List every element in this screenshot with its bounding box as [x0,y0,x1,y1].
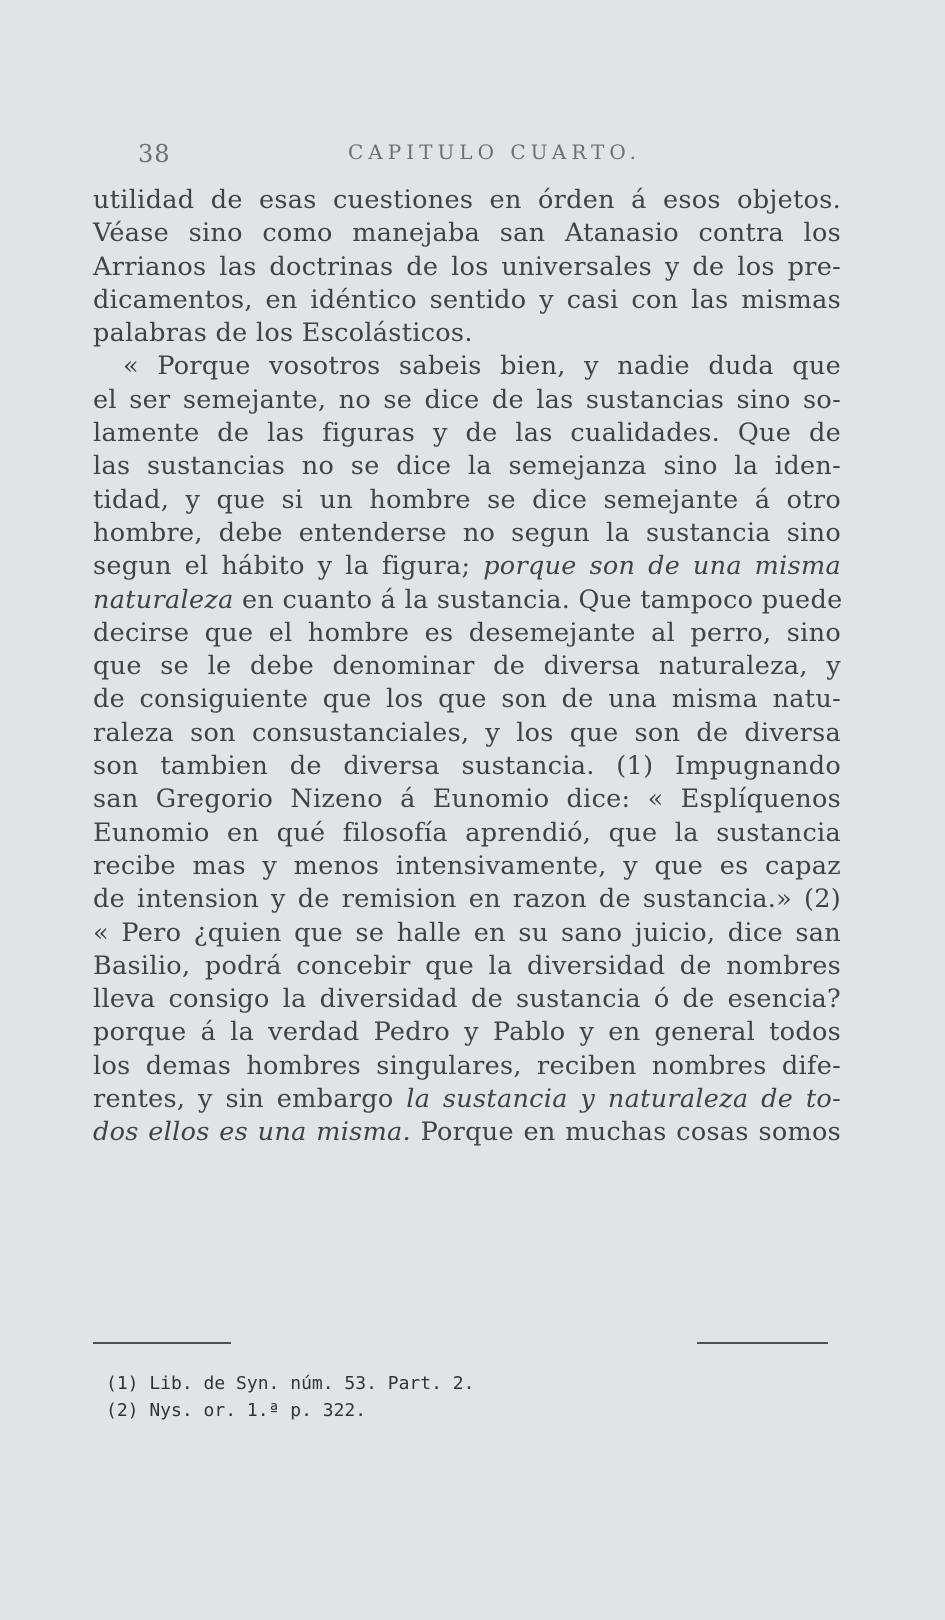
page-header [138,140,847,170]
text-segment: las sustancias no se dice la semejanza sino la iden- [93,451,841,482]
body-text [93,184,841,1150]
text-segment: Arrianos las doctrinas de los universales y de los pre- [93,251,841,282]
text-segment: Porque en muchas cosas somos [410,1117,841,1148]
text-line [93,917,841,950]
italic-segment: porque son de una misma [483,551,841,582]
text-segment: el ser semejante, no se dice de las sustancias sino so- [93,384,841,415]
text-segment: rentes, y sin embargo [93,1084,407,1115]
text-segment: segun el hábito y la figura; [93,551,484,582]
text-segment: palabras de los Escolásticos. [93,318,473,349]
text-line [93,517,841,550]
text-line [93,750,841,783]
text-line [93,384,841,417]
text-segment: recibe mas y menos intensivamente, y que es capaz [93,850,841,881]
text-segment: hombre, debe entenderse no segun la sustancia sino [93,517,841,548]
text-segment: raleza son consustanciales, y los que son de diversa [93,717,841,748]
text-line [93,817,841,850]
text-line [93,184,841,217]
footnote-2: (2) Nys. or. 1.ª p. 322. [106,1400,367,1421]
text-segment: Basilio, podrá concebir que la diversidad de nombres [93,950,841,981]
footnote-rule-left [93,1342,231,1344]
italic-segment: naturaleza [93,584,234,615]
text-line [93,417,841,450]
text-line [93,350,841,383]
text-line [93,717,841,750]
text-line [93,550,841,583]
text-line [93,1116,841,1149]
italic-segment: dos ellos es una misma. [93,1117,411,1148]
text-line [93,284,841,317]
text-segment: « Porque vosotros sabeis bien, y nadie duda que [123,351,841,382]
text-line [93,484,841,517]
text-segment: lamente de las figuras y de las cualidades. Que de [93,418,841,449]
text-segment: lleva consigo la diversidad de sustancia ó de esencia? [93,984,841,1015]
text-line [93,584,841,617]
page-number: 38 [138,140,171,168]
text-line [93,950,841,983]
text-segment: Véase sino como manejaba san Atanasio contra los [93,218,841,249]
running-head: CAPITULO CUARTO. [348,140,641,164]
text-line [93,783,841,816]
text-segment: san Gregorio Nizeno á Eunomio dice: « Esplíquenos [93,784,841,815]
text-segment: que se le debe denominar de diversa naturaleza, y [93,651,841,682]
text-line [93,317,841,350]
footnote-rule-right [697,1342,828,1344]
text-segment: dicamentos, en idéntico sentido y casi con las mismas [93,284,841,315]
footnotes [106,1370,706,1424]
text-segment: de consiguiente que los que son de una misma natu- [93,684,841,715]
footnote-1: (1) Lib. de Syn. núm. 53. Part. 2. [106,1373,475,1394]
text-segment: tidad, y que si un hombre se dice semejante á otro [93,484,841,515]
text-line [93,617,841,650]
text-segment: utilidad de esas cuestiones en órden á esos objetos. [93,185,841,215]
text-line [93,450,841,483]
text-segment: son tambien de diversa sustancia. (1) Impugnando [93,751,841,782]
text-segment: de intension y de remision en razon de sustancia.» (2) [93,884,841,915]
text-line [93,883,841,916]
text-line [93,251,841,284]
text-line [93,850,841,883]
text-segment: Eunomio en qué filosofía aprendió, que la sustancia [93,817,841,848]
text-segment: los demas hombres singulares, reciben nombres dife- [93,1050,841,1081]
text-line [93,650,841,683]
text-segment: decirse que el hombre es desemejante al perro, sino [93,617,841,648]
text-segment: porque á la verdad Pedro y Pablo y en general todos [93,1017,841,1048]
text-segment: en cuanto á la sustancia. Que tampoco puede [233,584,843,615]
text-line [93,1083,841,1116]
text-line [93,983,841,1016]
text-line [93,683,841,716]
text-line [93,1050,841,1083]
text-segment: « Pero ¿quien que se halle en su sano juicio, dice san [93,917,841,948]
italic-segment: la sustancia y naturaleza de to- [406,1084,841,1115]
text-line [93,217,841,250]
text-line [93,1016,841,1049]
